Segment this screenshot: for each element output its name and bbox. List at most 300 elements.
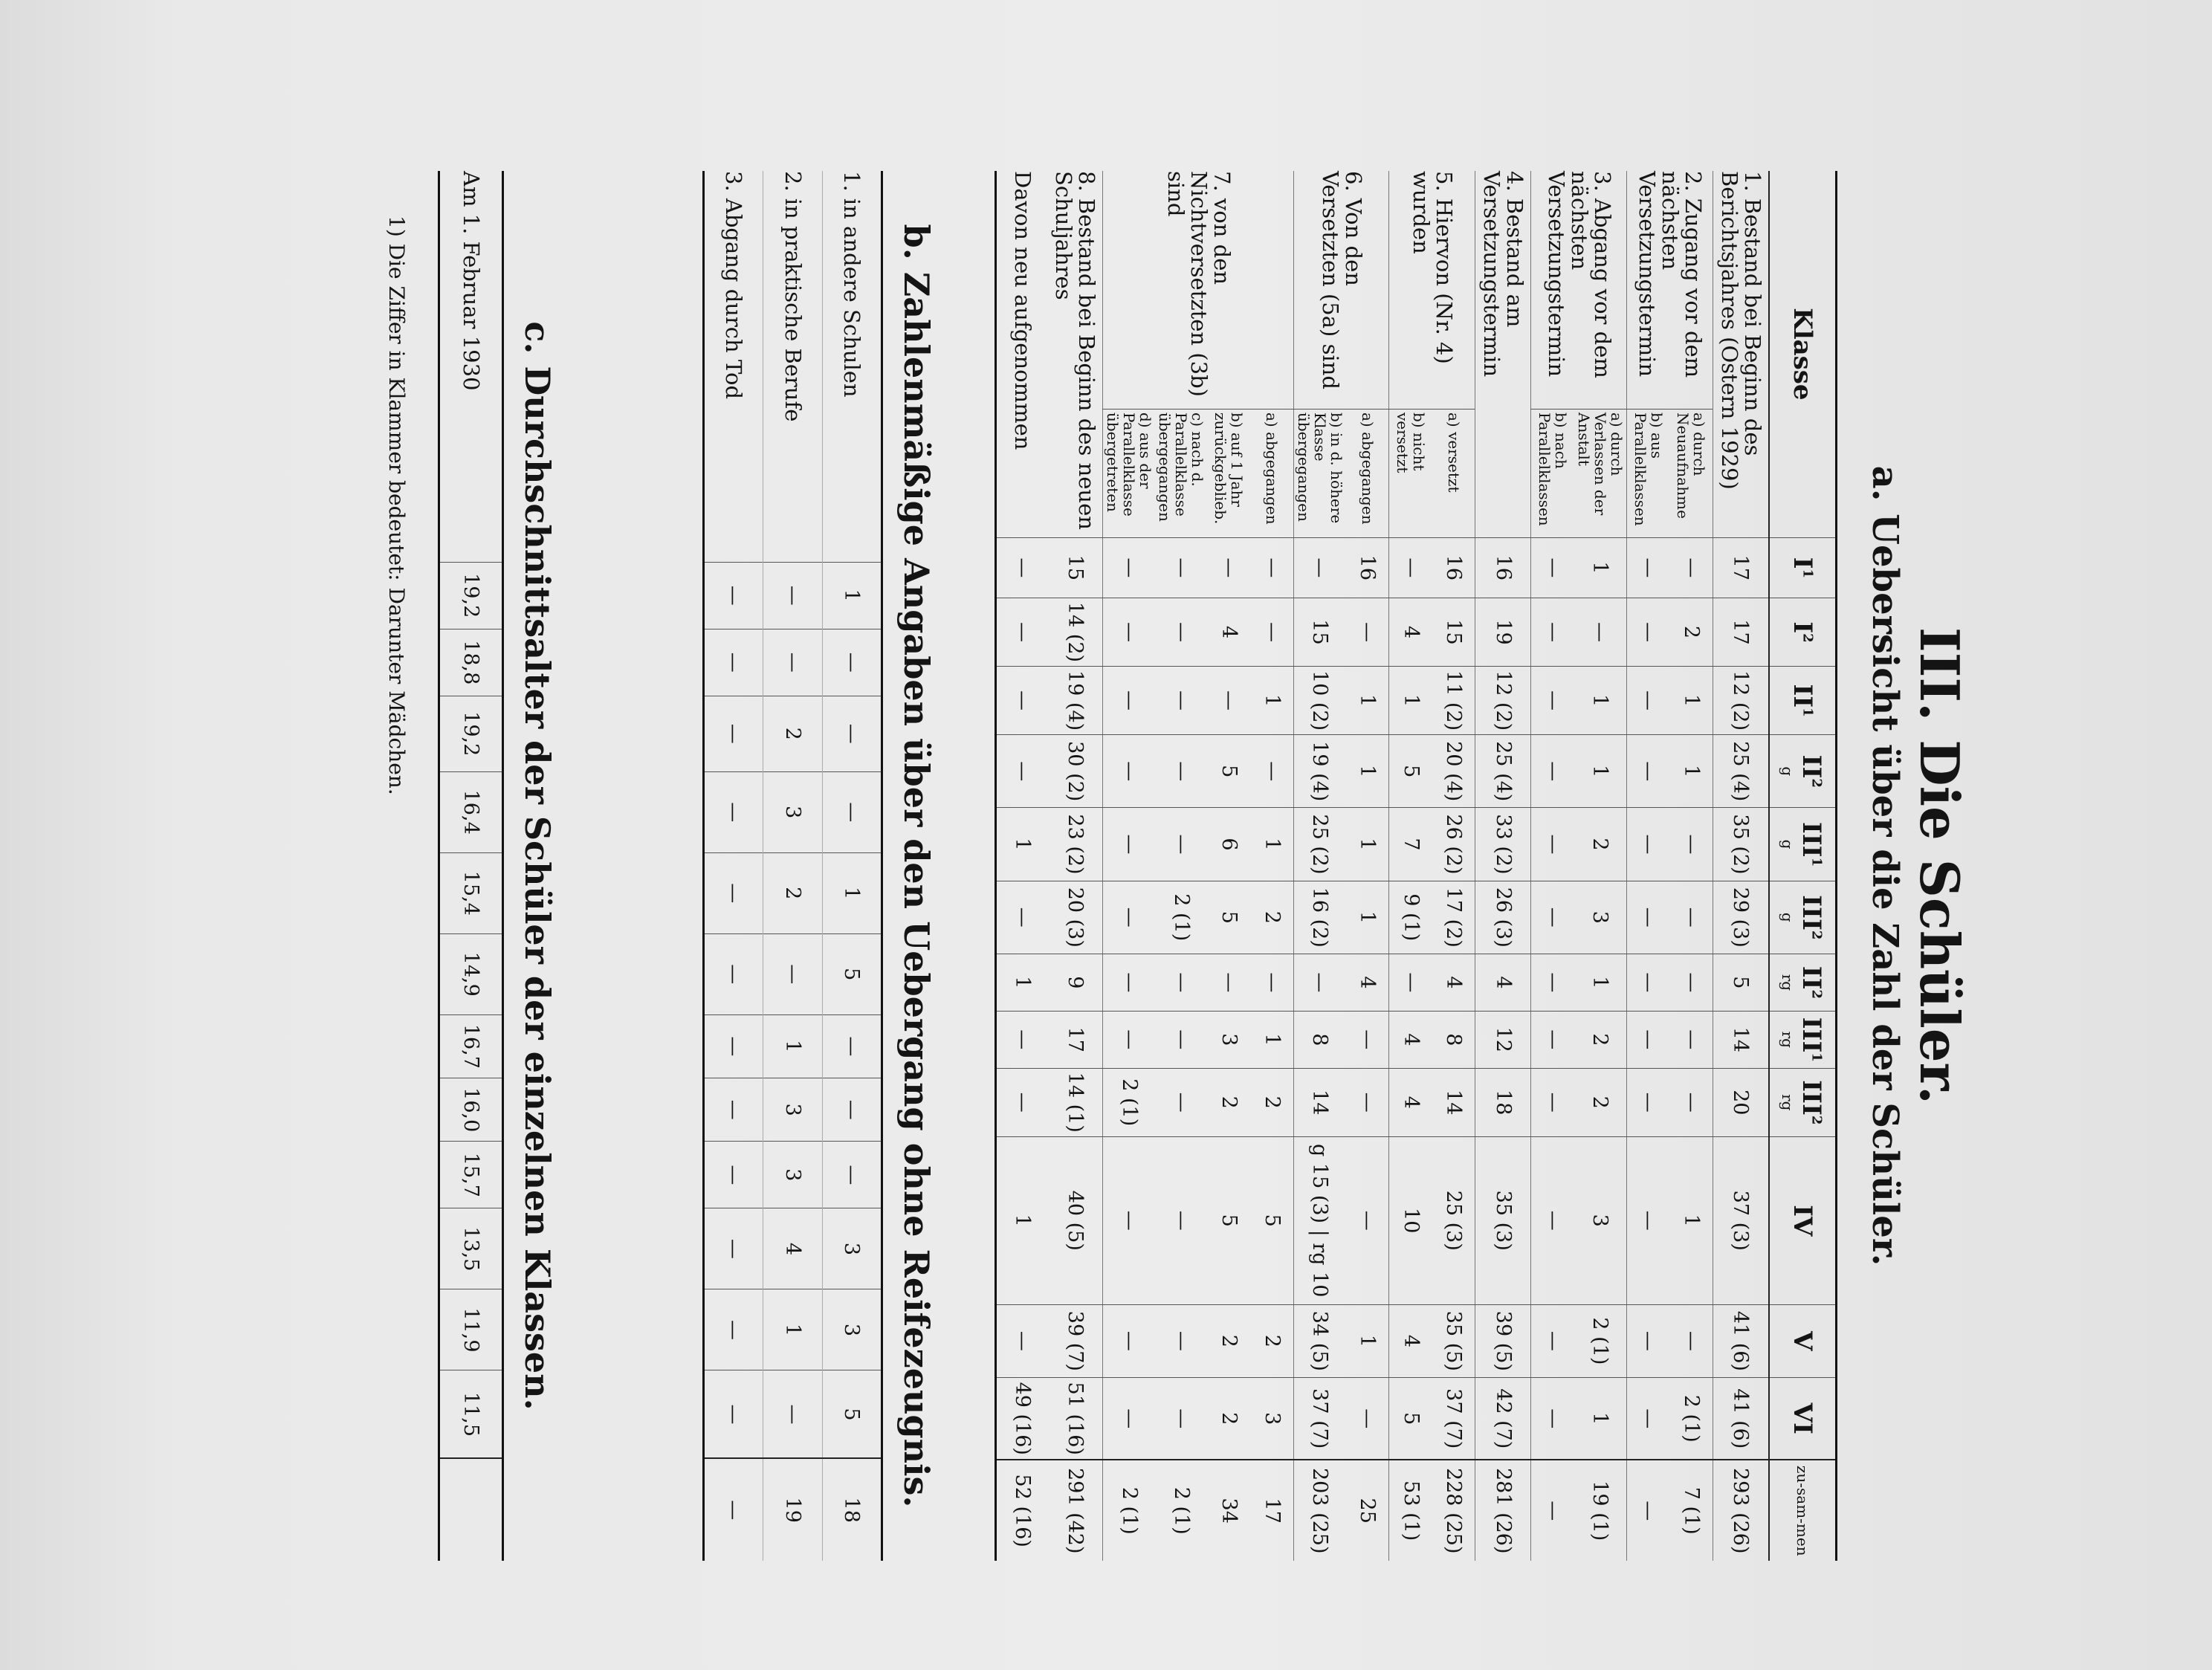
table-transfers [702,171,883,1561]
table-cell: — [1103,1304,1156,1377]
table-cell: — [1627,1068,1670,1136]
table-cell: 33 (2) [1475,808,1531,881]
row-sublabel: b) auf 1 Jahr zurückgeblieb. [1208,410,1251,538]
table-cell: — [1156,1068,1208,1136]
row-label: 1. Bestand bei Beginn des Berichtsjahres (Ostern 1929) [1717,171,1765,490]
table-cell: 40 (5) [1048,1136,1104,1304]
table-cell: — [763,562,823,629]
table-cell: — [823,696,882,771]
table-cell: — [1531,1304,1574,1377]
table-cell: — [1531,881,1574,954]
table-cell: 2 [763,852,823,933]
table-cell: — [996,1068,1048,1136]
table-row [823,171,882,1561]
table-cell: 8 [1294,1011,1347,1068]
table-cell: — [1531,1068,1574,1136]
table-cell: — [1531,735,1574,808]
table-cell: — [1346,598,1389,666]
table-cell: 19 [763,1458,823,1561]
table-cell: — [1103,735,1156,808]
table-cell: — [1156,598,1208,666]
table-cell: — [996,881,1048,954]
table-cell: — [1627,1304,1670,1377]
table-cell: — [1346,1011,1389,1068]
table-cell: 4 [1432,954,1475,1011]
table-cell: — [1103,1136,1156,1304]
table-cell: 35 (3) [1475,1136,1531,1304]
table-cell: 12 [1475,1011,1531,1068]
table-cell: 14 [1432,1068,1475,1136]
row-label: 3. Abgang durch Tod [704,171,763,562]
table-cell: 203 (25) [1294,1460,1347,1561]
table-cell: — [1208,667,1251,735]
table-cell: — [704,771,763,852]
table-cell: 4 [1389,1068,1432,1136]
table-cell: 2 (1) [1670,1378,1713,1460]
table-cell: — [1251,537,1294,598]
table-cell: 293 (26) [1713,1460,1770,1561]
table-cell: — [1294,954,1347,1011]
footnote: 1) Die Ziffer in Klammer bedeutet: Darunter Mädchen. [384,216,409,795]
table-cell: 15 [1432,598,1475,666]
table-cell: 16 [1475,537,1531,598]
table-cell: 2 (1) [1103,1068,1156,1136]
table-cell: 42 (7) [1475,1378,1531,1460]
row-sublabel: c) nach d. Parallelklasse übergegangen [1156,410,1208,538]
table-cell: 4 [763,1208,823,1289]
table-row [996,171,1048,1561]
table-cell: — [1156,1304,1208,1377]
row-label: Davon neu aufgenommen [1009,171,1035,450]
table-cell: g 15 (3) | rg 10 [1294,1136,1347,1304]
table-cell: — [1346,1136,1389,1304]
table-row [439,171,503,1561]
table-cell: 228 (25) [1432,1460,1475,1561]
table-cell: 7 (1) [1670,1460,1713,1561]
table-cell: 5 [823,1370,882,1459]
table-cell: 37 (3) [1713,1136,1770,1304]
table-cell: 41 (6) [1713,1304,1770,1377]
row-label: 7. von den Nichtversetzten (3b) sind [1103,171,1294,410]
table-cell: — [1103,1378,1156,1460]
table-cell: 15,4 [439,852,503,933]
table-cell: — [1531,1378,1574,1460]
table-cell: — [1346,1068,1389,1136]
table-cell: — [1156,954,1208,1011]
table-cell: 14 (2) [1048,598,1104,666]
page-title: III. Die Schüler. [1908,627,1971,1104]
table-cell: 37 (7) [1294,1378,1347,1460]
table-cell: 14 (1) [1048,1068,1104,1136]
table-cell: 1 [1251,667,1294,735]
table-cell: 1 [1574,735,1627,808]
table-cell: 2 [1574,1068,1627,1136]
table-cell: 29 (3) [1713,881,1770,954]
table-cell: — [1156,1011,1208,1068]
table-cell: 1 [1251,1011,1294,1068]
table-row [1475,171,1531,1561]
table-cell: — [1627,1136,1670,1304]
table-cell: 2 [1208,1304,1251,1377]
table-cell: 3 [1208,1011,1251,1068]
table-cell: 5 [1208,735,1251,808]
table-cell: — [823,771,882,852]
table-cell: 2 (1) [1103,1460,1156,1561]
table-cell: — [1389,537,1432,598]
table-cell: 25 (3) [1432,1136,1475,1304]
row-sublabel: a) abgegangen [1251,410,1294,538]
table-cell: 23 (2) [1048,808,1104,881]
table-cell: — [823,1142,882,1208]
row-label: 3. Abgang vor dem nächsten Versetzungstermin [1531,171,1627,410]
table-cell: 8 [1432,1011,1475,1068]
table-cell: 1 [1346,808,1389,881]
table-cell: 34 (5) [1294,1304,1347,1377]
table-cell: — [1531,1136,1574,1304]
table-cell: — [704,696,763,771]
table-cell: 26 (2) [1432,808,1475,881]
row-sublabel: b) nach Parallelklassen [1531,410,1574,538]
table-cell: 2 [1208,1378,1251,1460]
table-cell: — [1531,1460,1574,1561]
table-cell: — [1346,1378,1389,1460]
table-cell: — [704,629,763,696]
table-cell: — [1627,1011,1670,1068]
table-cell: 34 [1208,1460,1251,1561]
table-cell: 1 [1251,808,1294,881]
table-cell: 9 (1) [1389,881,1432,954]
table-average-age [438,171,504,1561]
row-label: 4. Bestand am Versetzungstermin [1475,171,1531,537]
header-label: Klasse [1769,171,1837,537]
table-cell: — [823,1014,882,1078]
table-cell: 16 [1432,537,1475,598]
table-cell: — [1156,537,1208,598]
table-cell: — [1208,537,1251,598]
table-cell: 1 [1346,735,1389,808]
table-cell: 5 [1389,735,1432,808]
table-cell: — [1251,735,1294,808]
column-header: III$^2$ rg [1769,1068,1837,1136]
column-header: $II^2$ g [1769,735,1837,808]
table-cell: 16 (2) [1294,881,1347,954]
table-cell: — [704,1208,763,1289]
column-header: $II^1$ [1769,667,1837,735]
table-cell: — [1627,667,1670,735]
table-cell: 4 [1475,954,1531,1011]
table-cell: 3 [1574,881,1627,954]
table-pupil-counts [995,171,1837,1561]
table-cell: — [1670,881,1713,954]
table-row [763,171,823,1561]
table-cell: — [1531,598,1574,666]
table-cell: 1 [823,562,882,629]
table-cell: 16,7 [439,1014,503,1078]
row-sublabel: a) durch Neuaufnahme [1670,410,1713,538]
table-cell: 20 (4) [1432,735,1475,808]
table-cell: — [704,562,763,629]
table-cell: 3 [823,1289,882,1370]
table-cell: 1 [1574,667,1627,735]
row-sublabel: b) aus Parallelklassen [1627,410,1670,538]
row-label: 8. Bestand bei Beginn des neuen Schuljahres [1048,171,1104,537]
table-cell: 26 (3) [1475,881,1531,954]
table-cell: 1 [1574,954,1627,1011]
table-cell: — [1627,598,1670,666]
table-row [1346,171,1389,1561]
table-cell: — [1103,1011,1156,1068]
table-cell: 2 (1) [1574,1304,1627,1377]
table-cell: — [1627,808,1670,881]
table-cell: 25 (4) [1475,735,1531,808]
table-cell: 6 [1208,808,1251,881]
table-cell: 3 [823,1208,882,1289]
table-cell: 14 [1294,1068,1347,1136]
table-cell: 2 [1670,598,1713,666]
table-cell: 3 [1251,1378,1294,1460]
table-cell: 10 (2) [1294,667,1347,735]
table-cell: — [1156,667,1208,735]
column-header: IV [1769,1136,1837,1304]
table-cell: 4 [1346,954,1389,1011]
row-label: 6. Von den Versetzten (5a) sind [1294,171,1390,410]
table-cell: 12 (2) [1475,667,1531,735]
table-cell: — [1670,808,1713,881]
table-cell: — [704,1289,763,1370]
table-cell: 1 [996,954,1048,1011]
table-cell: 39 (7) [1048,1304,1104,1377]
table-cell: — [1627,735,1670,808]
table-cell: 1 [1346,667,1389,735]
column-header: VI [1769,1378,1837,1460]
table-cell: 14,9 [439,933,503,1014]
table-cell: — [1670,537,1713,598]
table-cell: 5 [1208,881,1251,954]
table-cell: — [996,667,1048,735]
table-cell: 1 [996,1136,1048,1304]
table-cell: — [704,933,763,1014]
table-cell: 13,5 [439,1208,503,1289]
table-cell: 15 [1294,598,1347,666]
table-cell: 17 [1713,537,1770,598]
row-label: 2. in praktische Berufe [763,171,823,562]
table-cell: 5 [1713,954,1770,1011]
table-cell: 1 [763,1014,823,1078]
table-cell: — [996,1011,1048,1068]
table-cell: — [704,1014,763,1078]
table-cell: 17 [1251,1460,1294,1561]
table-cell: — [1627,881,1670,954]
table-cell: 3 [763,1078,823,1142]
table-cell: 1 [996,808,1048,881]
table-cell: 14 [1713,1011,1770,1068]
table-cell: — [1531,537,1574,598]
table-cell: — [704,852,763,933]
table-row [1432,171,1475,1561]
table-cell: 53 (1) [1389,1460,1432,1561]
section-b-title: b. Zahlenmäßige Angaben über den Uebergang ohne Reifezeugnis. [896,224,937,1508]
table-cell: 52 (16) [996,1460,1048,1561]
table-cell: 20 (3) [1048,881,1104,954]
table-cell: — [1251,598,1294,666]
table-cell: 41 (6) [1713,1378,1770,1460]
table-cell: — [1156,1378,1208,1460]
table-cell: 4 [1389,1011,1432,1068]
table-cell: 2 (1) [1156,881,1208,954]
section-a-title: a. Uebersicht über die Zahl der Schüler. [1864,465,1906,1266]
column-header: III$^2$ g [1769,881,1837,954]
table-row [1670,171,1713,1561]
table-cell: 291 (42) [1048,1460,1104,1561]
table-cell: — [1531,1011,1574,1068]
table-cell: 1 [1670,667,1713,735]
table-cell: — [1156,808,1208,881]
table-cell: — [763,629,823,696]
table-cell: — [1627,537,1670,598]
table-cell: — [704,1142,763,1208]
table-cell: 18,8 [439,629,503,696]
table-cell: — [1531,954,1574,1011]
table-cell: 49 (16) [996,1378,1048,1460]
table-cell: 18 [823,1458,882,1561]
table-row [1713,171,1770,1561]
table-cell: — [1103,598,1156,666]
table-cell: 19,2 [439,562,503,629]
table-cell: 5 [1251,1136,1294,1304]
table-cell: 11,5 [439,1370,503,1459]
table-cell: 1 [1346,881,1389,954]
table-cell: — [1103,954,1156,1011]
table-cell: — [1251,954,1294,1011]
table-cell: 20 [1713,1068,1770,1136]
table-cell: — [763,1370,823,1459]
row-sublabel: a) abgegangen [1346,410,1389,538]
table-cell: 3 [1574,1136,1627,1304]
table-cell: — [1627,1460,1670,1561]
table-cell: — [704,1458,763,1561]
table-row [704,171,763,1561]
table-cell: — [996,598,1048,666]
table-cell: 2 [1251,881,1294,954]
table-cell: 35 (2) [1713,808,1770,881]
table-cell: — [1103,881,1156,954]
table-cell: — [1670,1304,1713,1377]
table-cell: 30 (2) [1048,735,1104,808]
table-cell: 4 [1389,1304,1432,1377]
table-cell: — [704,1370,763,1459]
table-cell: 15,7 [439,1142,503,1208]
table-cell: 17 [1048,1011,1104,1068]
table-cell: 1 [1574,537,1627,598]
table-cell: — [1531,667,1574,735]
table-cell: — [1294,537,1347,598]
table-cell: — [1627,1378,1670,1460]
table-cell: 19 [1475,598,1531,666]
table-cell: 1 [1346,1304,1389,1377]
table-cell: 17 (2) [1432,881,1475,954]
table-cell-empty [439,1458,503,1561]
table-cell: 2 (1) [1156,1460,1208,1561]
table-cell: 2 [1574,1011,1627,1068]
table-cell: 2 [763,696,823,771]
table-cell: 35 (5) [1432,1304,1475,1377]
row-label: Am 1. Februar 1930 [459,171,484,391]
table-cell: 5 [823,933,882,1014]
table-cell: 18 [1475,1068,1531,1136]
table-cell: 39 (5) [1475,1304,1531,1377]
row-sublabel: d) aus der Parallelklasse übergetreten [1103,410,1156,538]
table-cell: 15 [1048,537,1104,598]
table-row [1574,171,1627,1561]
table-cell: 25 (4) [1713,735,1770,808]
table-cell: — [1156,1136,1208,1304]
table-cell: — [823,629,882,696]
table-cell: — [1103,667,1156,735]
table-cell: 11,9 [439,1289,503,1370]
table-cell: 19 (4) [1048,667,1104,735]
rotated-content [149,171,1971,1561]
table-cell: 1 [1670,735,1713,808]
table-cell: 37 (7) [1432,1378,1475,1460]
table-cell: 2 [1251,1068,1294,1136]
table-cell: 9 [1048,954,1104,1011]
section-c-title: c. Durchschnittsalter der Schüler der einzelnen Klassen. [517,321,557,1411]
column-header: zu-sam-men [1769,1460,1837,1561]
row-sublabel: a) versetzt [1432,410,1475,538]
table-cell: 3 [763,771,823,852]
table-cell: 1 [1574,1378,1627,1460]
table-cell: — [1670,954,1713,1011]
table-cell: — [763,933,823,1014]
table-cell: 25 [1346,1460,1389,1561]
column-header: $I^1$ [1769,537,1837,598]
table-cell: 281 (26) [1475,1460,1531,1561]
table-cell: — [996,537,1048,598]
column-header: $I^2$ [1769,598,1837,666]
table-cell: — [1627,954,1670,1011]
table-cell: 1 [1389,667,1432,735]
table-cell: 4 [1208,598,1251,666]
column-header: III$^1$ g [1769,808,1837,881]
table-cell: 16 [1346,537,1389,598]
table-cell: — [1389,954,1432,1011]
table-cell: 1 [763,1289,823,1370]
table-cell: — [1156,735,1208,808]
table-cell: — [1670,1011,1713,1068]
table-cell: 17 [1713,598,1770,666]
table-cell: — [996,735,1048,808]
row-sublabel: b) in d. höhere Klasse übergegangen [1294,410,1347,538]
table-cell: 2 [1574,808,1627,881]
row-label: 1. in andere Schulen [823,171,882,562]
row-label: 2. Zugang vor dem nächsten Versetzungstermin [1627,171,1713,410]
table-cell: 51 (16) [1048,1378,1104,1460]
column-header: III$^1$ rg [1769,1011,1837,1068]
table-cell: — [1103,808,1156,881]
table-cell: 1 [1670,1136,1713,1304]
table-cell: 2 [1251,1304,1294,1377]
table-cell: 19,2 [439,696,503,771]
table-cell: — [1670,1068,1713,1136]
table-cell: 5 [1208,1136,1251,1304]
column-header: $II^2$ rg [1769,954,1837,1011]
table-cell: 19 (1) [1574,1460,1627,1561]
table-cell: — [1574,598,1627,666]
table-cell: 11 (2) [1432,667,1475,735]
table-cell: 10 [1389,1136,1432,1304]
table-cell: — [823,1078,882,1142]
table-cell: 1 [823,852,882,933]
